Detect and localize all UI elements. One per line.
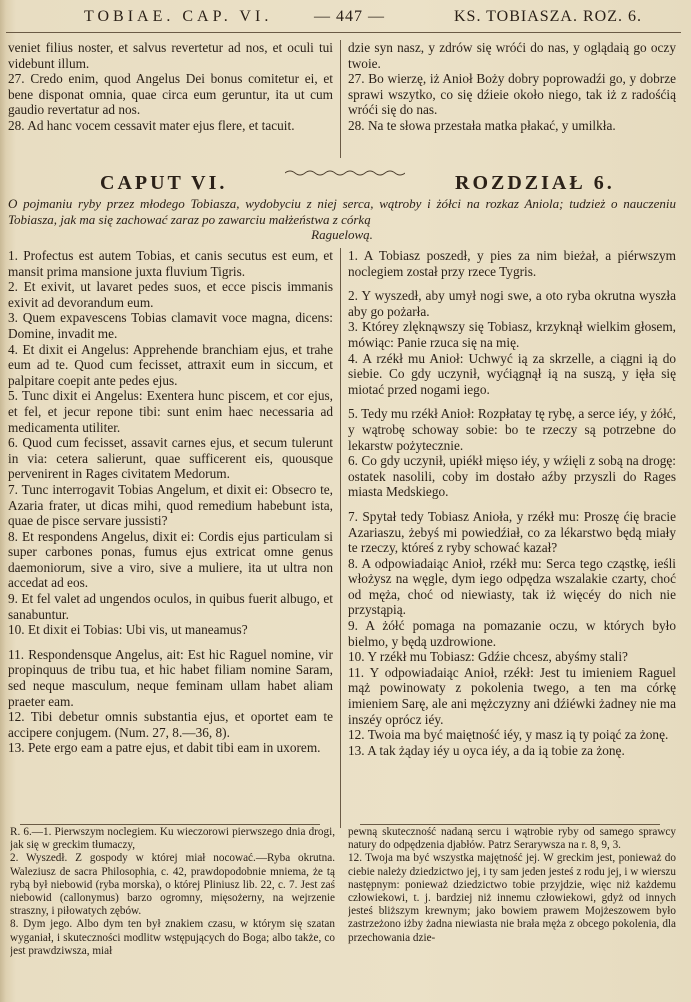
polish-paragraph: 28. Na te słowa przestała matka płakać, y umilkła. <box>348 117 616 133</box>
footnote: pewną skuteczność nadaną sercu i wątrobie ryby od samego sprawcy natury do odpędzenia djabłów. Patrz Serarywsza na r. 8, 9, 3. <box>348 826 676 852</box>
spacer <box>8 638 333 647</box>
polish-top-column <box>348 40 676 158</box>
running-header <box>14 8 677 30</box>
polish-verse: 7. Spytał tedy Tobiasz Anioła, y rzékł mu: Proszę ćię bracie Azariaszu, żebyś mi powiedźiał, co za lékarstwo będą miały te rzeczy, któreś z ryby schować kazał? <box>348 508 676 556</box>
polish-verse: 11. Y odpowiadaiąc Anioł, rzékł: Jest tu imieniem Raguel mąż powinowaty z pokolenia twego, a ten ma córkę imieniem Sarę, ale ani mężczyzny ani dźiéwki żadney nie ma inszéy oprócz iéy. <box>348 664 676 727</box>
latin-verse: 13. Pete ergo eam a patre ejus, et dabit tibi eam in uxorem. <box>8 740 321 756</box>
chapter-heading-polish: ROZDZIAŁ 6. <box>455 172 615 194</box>
polish-verse: 8. A odpowiadaiąc Anioł, rzékł mu: Serca tego cząstkę, ieśli włożysz na węgle, dym iego odpędza wszalakie czarty, choć od męża, choć od niewiasty, tak iż więcéy do nich nie przystąpią. <box>348 555 676 618</box>
polish-verse: 2. Y wyszedł, aby umył nogi swe, a oto ryba okrutna wyszła aby go pożarła. <box>348 288 676 319</box>
latin-verse: 1. Profectus est autem Tobias, et canis secutus est eum, et mansit prima mansione juxta fluvium Tigris. <box>8 248 333 279</box>
latin-verse: 6. Quod cum fecisset, assavit carnes ejus, et secum tulerunt in via: cetera salierunt, quae sufficerent eis, quousque pervenirent in Rages civitatem Medorum. <box>8 435 333 482</box>
header-latin-title: TOBIAE. CAP. VI. <box>84 8 273 25</box>
latin-verse: 11. Respondensque Angelus, ait: Est hic Raguel nomine, vir propinquus de tribu tua, et hic habet filiam nomine Saram, sed neque masculum, neque feminam ullam habet aliam praeter eam. <box>8 646 333 709</box>
polish-verse: 1. A Tobiasz poszedł, y pies za nim bieżał, a piérwszym noclegiem został przy rzece Tygris. <box>348 248 676 279</box>
footnotes-left <box>10 826 335 998</box>
polish-verse: 6. Co gdy uczynił, upiékł mięso iéy, y wźięli z sobą na drogę: ostatek nasolili, coby im dostało aźby przyszli do Rages miasta Medskiego. <box>348 453 676 500</box>
header-polish-title: KS. TOBIASZA. ROZ. 6. <box>454 8 642 25</box>
summary-end: Raguelową. <box>311 227 373 242</box>
latin-verse: 9. Et fel valet ad ungendos oculos, in quibus fuerit albugo, et sanabuntur. <box>8 591 333 622</box>
latin-verse: 5. Tunc dixit ei Angelus: Exentera hunc piscem, et cor ejus, et fel, et jecur repone tibi: sunt enim haec necessaria ad medicamenta utiliter. <box>8 388 333 435</box>
latin-verse: 2. Et exivit, ut lavaret pedes suos, et ecce piscis immanis exivit ad devorandum eum. <box>8 279 333 310</box>
footnotes-right <box>348 826 676 998</box>
latin-verse: 3. Quem expavescens Tobias clamavit voce magna, dicens: Domine, invadit me. <box>8 310 333 341</box>
spacer <box>348 500 676 509</box>
footnote-rule <box>360 824 660 825</box>
footnote: 12. Twoja ma być wszystka majętność jej. W greckim jest, ponieważ do ciebie należy dziedzictwo jej, i ty sam jeden jesteś z rodu jej, i w wierszu następnym: ponieważ dziedzictwo tobie przyjdzie, więc niż każdemu człowiekowi, t. j. bardziej niż innemu człowiekowi, gdyż od innych jesteś bliższym krewnym; jako bowiem prawem Mojżeszowem było zastrzeżono iżby żadna niewiasta nie brała męża z obcego pokolenia, dla przechowania dzie- <box>348 852 676 944</box>
footnote: R. 6.—1. Pierwszym noclegiem. Ku wieczorowi pierwszego dnia drogi, jak się w greckim tłumaczy, <box>10 826 335 852</box>
polish-main-column <box>348 248 676 824</box>
polish-verse: 5. Tedy mu rzékł Anioł: Rozpłatay tę rybę, a serce iéy, y żółć, y wątrobę schoway sobie: bo te rzeczy są potrzebne do lekarstw pożytecznie. <box>348 406 676 453</box>
polish-paragraph: dzie syn nasz, y zdrów się wróći do nas, y oglądaią go oczy twoie. <box>348 40 676 71</box>
column-divider <box>340 248 341 828</box>
latin-top-column <box>8 40 333 158</box>
latin-verse: 8. Et respondens Angelus, dixit ei: Cordis ejus particulam si super carbones ponas, fumus ejus extricat omne genus daemoniorum, sive a viro, sive a muliere, ita ut ultra non accedat ad eos. <box>8 528 333 591</box>
footnote-rule <box>20 824 320 825</box>
polish-verse: 4. A rzékł mu Anioł: Uchwyć ią za skrzelle, a ciągni ią do siebie. Co gdy uczynił, wyćiągnął ią na suszą, y ięła się miotać przed nogami iego. <box>348 350 676 397</box>
latin-paragraph: veniet filius noster, et salvus revertetur ad nos, et oculi tui videbunt illum. <box>8 40 333 71</box>
polish-verse: 10. Y rzékł mu Tobiasz: Gdźie chcesz, abyśmy stali? <box>348 649 628 665</box>
chapter-summary <box>8 196 676 243</box>
latin-verse: 12. Tibi debetur omnis substantia ejus, et oportet eam te accipere conjugem. (Num. 27, 8.—36, 8). <box>8 709 333 740</box>
spacer <box>348 279 676 288</box>
latin-verse: 7. Tunc interrogavit Tobias Angelum, et dixit ei: Obsecro te, Azaria frater, ut dicas mihi, quod remedium habebunt ista, quae de pisce servare jussisti? <box>8 481 333 529</box>
latin-verse: 4. Et dixit ei Angelus: Apprehende branchiam ejus, et trahe eum ad te. Quod cum fecisset, attraxit eum in siccum, et palpitare coepit ante pedes ejus. <box>8 341 333 388</box>
chapter-heading-latin: CAPUT VI. <box>100 172 228 194</box>
polish-verse: 12. Twoia ma być maiętność iéy, y masz ią ty poiąć za żonę. <box>348 727 669 743</box>
polish-verse: 3. Którey zlęknąwszy się Tobiasz, krzyknął wielkim głosem, mówiąc: Panie rzuca się na mię. <box>348 319 676 350</box>
footnote: 8. Dym jego. Albo dym ten był znakiem czasu, w którym się szatan wyganiał, i skuteczności modlitw wstępujących do Boga; albo także, co jest prawdziwsza, miał <box>10 918 335 957</box>
footnote: 2. Wyszedł. Z gospody w której miał nocować.—Ryba okrutna. Waleziusz de sacra Philosophia, c. 42, prawdopodobnie mniema, że tą rybą był niebowid (ryba morska), o której Pliniusz lib. 22, c. 7. Jest zaś niebowid (callonymus) barzo ogromny, mięsożerny, na wejrzenie straszny, i piłowatych zębów. <box>10 852 335 918</box>
latin-verse: 10. Et dixit ei Tobias: Ubi vis, ut maneamus? <box>8 622 248 638</box>
summary-text: O pojmaniu ryby przez młodego Tobiasza, wydobyciu z niej serca, wątroby i żółci na rozkaz Aniola; tudzież o nauczeniu Tobiasza, jak ma się zachować zaraz po zawarciu małżeństwa z córką <box>8 196 676 227</box>
latin-paragraph: 27. Credo enim, quod Angelus Dei bonus comitetur ei, et bene disponat omnia, quae circa eum geruntur, ita ut cum gaudio revertatur ad nos. <box>8 71 333 118</box>
header-rule <box>6 32 681 33</box>
latin-paragraph: 28. Ad hanc vocem cessavit mater ejus flere, et tacuit. <box>8 117 295 133</box>
polish-verse: 9. A żółć pomaga na pomazanie oczu, w których było bielmo, y będą uzdrowione. <box>348 618 676 649</box>
polish-verse: 13. A tak żąday iéy u oyca iéy, a da ią tobie za żonę. <box>348 742 625 758</box>
ornament-divider <box>285 168 405 178</box>
column-divider <box>340 40 341 158</box>
page-number: — 447 — <box>314 8 385 25</box>
latin-main-column <box>8 248 333 822</box>
polish-paragraph: 27. Bo wierzę, iż Anioł Boży dobry poprowadźi go, y dobrze sprawi wszytko, co się dźieie około niego, tak iż z radośćią wróći się do nas. <box>348 71 676 118</box>
spacer <box>348 397 676 406</box>
